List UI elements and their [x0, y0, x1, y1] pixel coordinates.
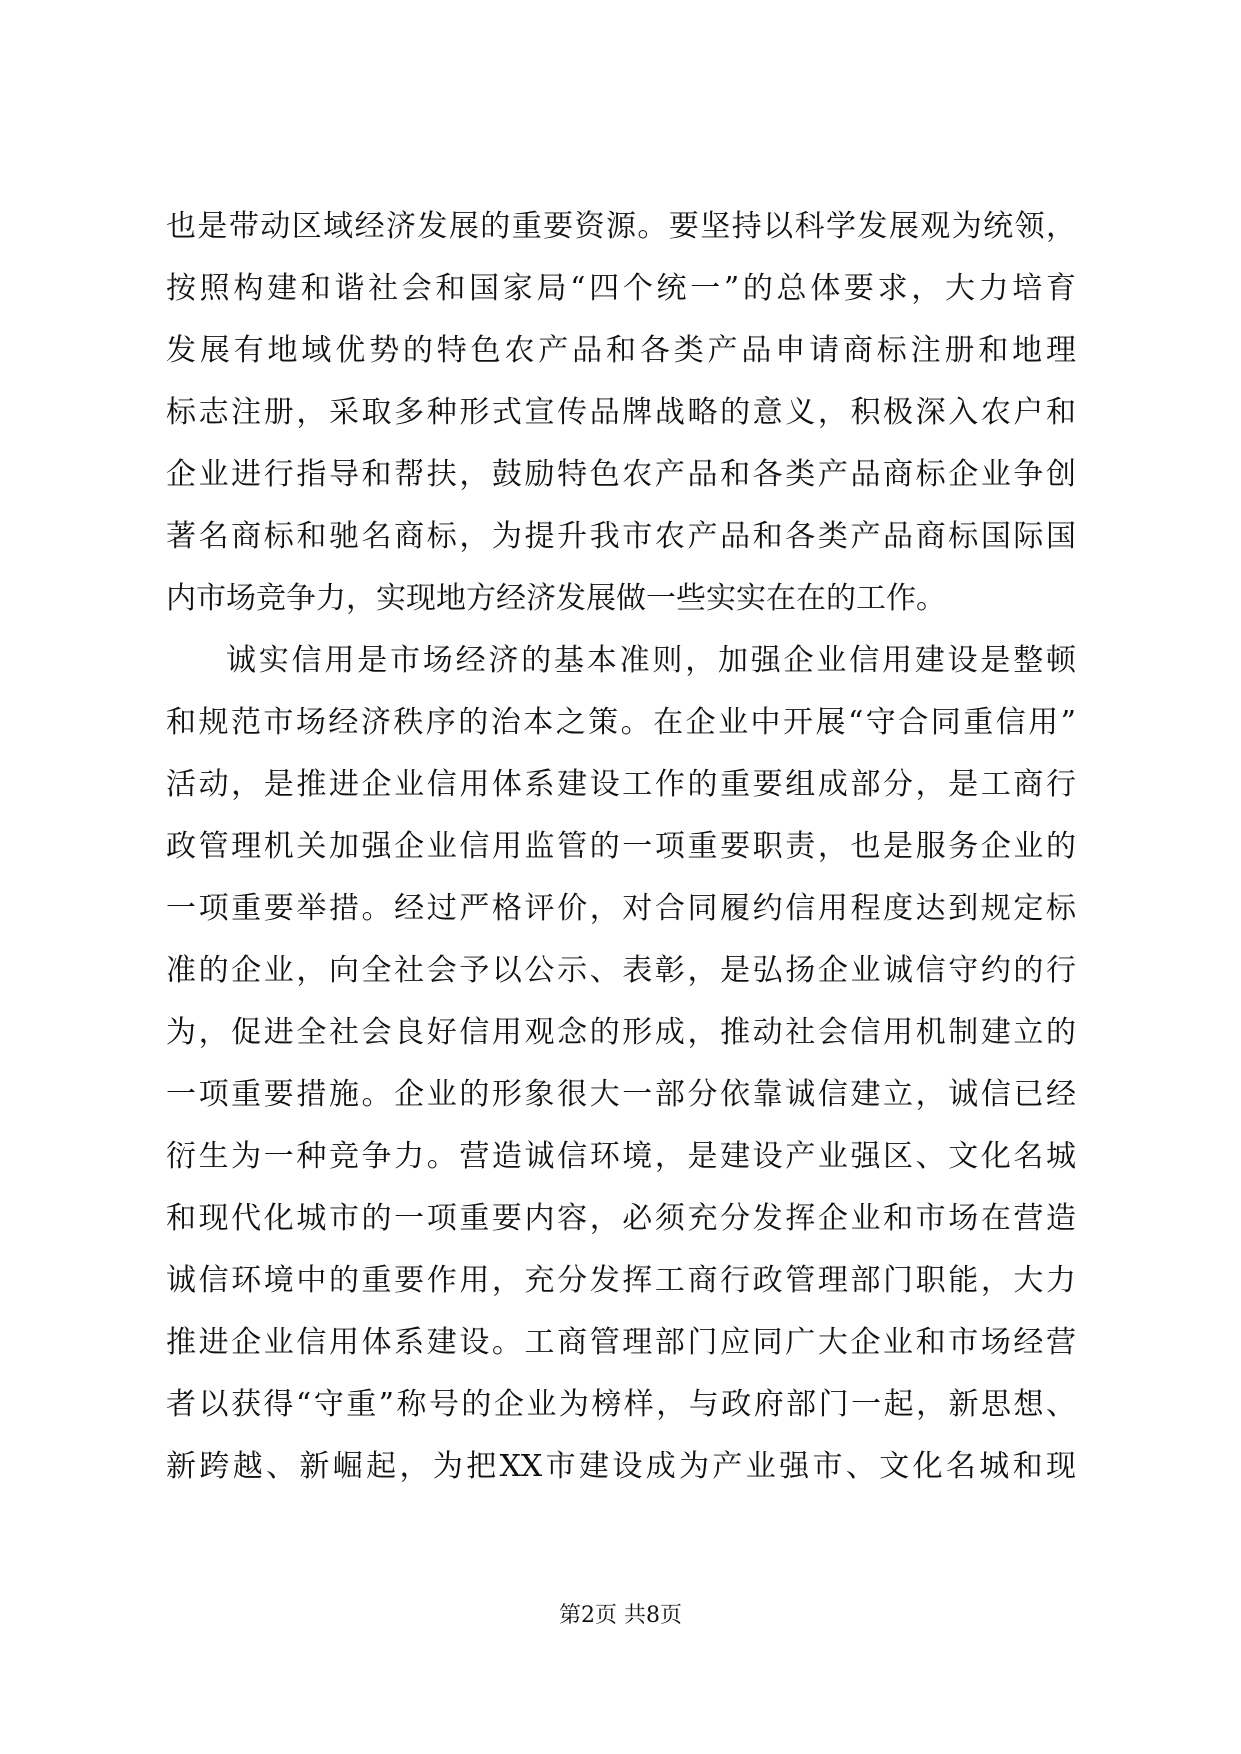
text-line: 为，促进全社会良好信用观念的形成，推动社会信用机制建立的 [166, 1015, 1076, 1050]
paragraph-1 [166, 196, 1076, 630]
text-line: 衍生为一种竞争力。营造诚信环境，是建设产业强区、文化名城 [166, 1139, 1076, 1174]
text-line: 活动，是推进企业信用体系建设工作的重要组成部分，是工商行 [166, 767, 1076, 802]
text-line: 标志注册，采取多种形式宣传品牌战略的意义，积极深入农户和 [166, 395, 1076, 430]
body-text [166, 196, 1076, 1498]
text-line: 内市场竞争力，实现地方经济发展做一些实实在在的工作。 [166, 581, 946, 616]
text-line: 和现代化城市的一项重要内容，必须充分发挥企业和市场在营造 [166, 1201, 1076, 1236]
text-line: 推进企业信用体系建设。工商管理部门应同广大企业和市场经营 [166, 1325, 1076, 1360]
text-line: 企业进行指导和帮扶，鼓励特色农产品和各类产品商标企业争创 [166, 457, 1076, 492]
text-line: 按照构建和谐社会和国家局“四个统一”的总体要求，大力培育 [166, 271, 1076, 306]
text-line: 也是带动区域经济发展的重要资源。要坚持以科学发展观为统领， [166, 209, 1076, 244]
page-number-footer: 第2页 共8页 [559, 1603, 682, 1628]
paragraph-2 [166, 630, 1076, 1498]
text-line: 诚信环境中的重要作用，充分发挥工商行政管理部门职能，大力 [166, 1263, 1076, 1298]
text-line: 和规范市场经济秩序的治本之策。在企业中开展“守合同重信用” [166, 705, 1076, 740]
text-line: 发展有地域优势的特色农产品和各类产品申请商标注册和地理 [166, 333, 1076, 368]
text-line: 诚实信用是市场经济的基本准则，加强企业信用建设是整顿 [226, 643, 1076, 678]
text-line: 准的企业，向全社会予以公示、表彰，是弘扬企业诚信守约的行 [166, 953, 1076, 988]
text-line: 一项重要举措。经过严格评价，对合同履约信用程度达到规定标 [166, 891, 1076, 926]
text-line: 著名商标和驰名商标，为提升我市农产品和各类产品商标国际国 [166, 519, 1076, 554]
text-line: 新跨越、新崛起，为把XX市建设成为产业强市、文化名城和现 [166, 1449, 1076, 1484]
text-line: 政管理机关加强企业信用监管的一项重要职责，也是服务企业的 [166, 829, 1076, 864]
text-line: 者以获得“守重”称号的企业为榜样，与政府部门一起，新思想、 [166, 1387, 1076, 1422]
text-line: 一项重要措施。企业的形象很大一部分依靠诚信建立，诚信已经 [166, 1077, 1076, 1112]
